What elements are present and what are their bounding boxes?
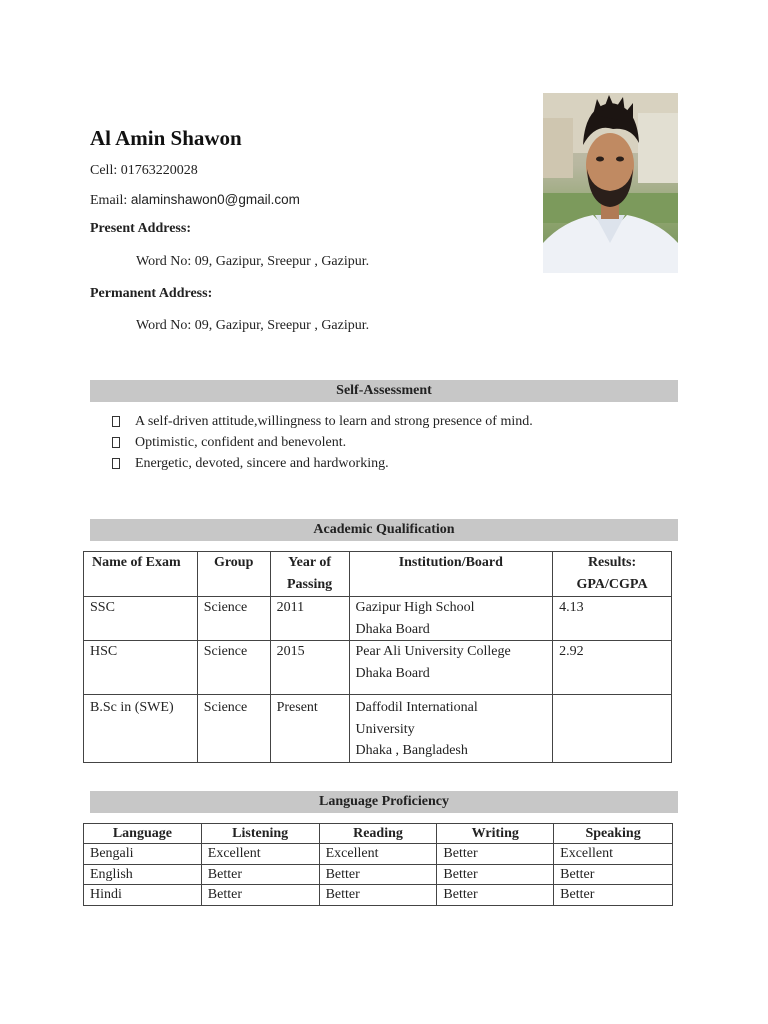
col-header-speaking: Speaking: [554, 824, 673, 844]
permanent-address-label: Permanent Address:: [90, 286, 213, 301]
location-line: Dhaka , Bangladesh: [355, 743, 468, 758]
institution-cell: [349, 695, 553, 763]
col-header-year: Year of Passing: [270, 552, 349, 597]
exam-cell: HSC: [84, 641, 198, 695]
result-cell: [553, 695, 672, 763]
language-table: [83, 823, 673, 906]
list-item-text: A self-driven attitude,willingness to learn and strong presence of mind.: [135, 413, 533, 429]
cell-value: 01763220028: [120, 163, 198, 178]
col-header-result: Results: GPA/CGPA: [553, 552, 672, 597]
writing-cell: Better: [437, 844, 554, 865]
present-address-value: Word No: 09, Gazipur, Sreepur , Gazipur.: [136, 254, 370, 269]
board-line: Dhaka Board: [355, 621, 430, 637]
institution-line: University: [355, 721, 415, 737]
board-line: Dhaka Board: [355, 665, 430, 681]
institution-cell: [349, 641, 553, 695]
email-line: [90, 192, 300, 209]
bullet-icon: [112, 437, 120, 448]
institution-line: Daffodil International: [355, 700, 478, 715]
group-cell: Science: [197, 695, 270, 763]
table-row: [84, 844, 673, 865]
exam-cell: SSC: [84, 597, 198, 641]
listening-cell: Excellent: [201, 844, 319, 865]
reading-cell: Better: [319, 864, 437, 885]
exam-cell: B.Sc in (SWE): [84, 695, 198, 763]
bullet-icon: [112, 416, 120, 427]
year-cell: Present: [270, 695, 349, 763]
self-assessment-list: [112, 411, 672, 474]
year-cell: 2011: [270, 597, 349, 641]
table-row: [84, 695, 672, 763]
listening-cell: Better: [201, 885, 319, 906]
permanent-address-value: Word No: 09, Gazipur, Sreepur , Gazipur.: [136, 318, 370, 333]
list-item-text: Optimistic, confident and benevolent.: [135, 434, 347, 450]
table-row: [84, 597, 672, 641]
col-header-group: Group: [197, 552, 270, 597]
result-cell: 2.92: [553, 641, 672, 695]
present-address-label: Present Address:: [90, 221, 191, 236]
reading-cell: Excellent: [319, 844, 437, 865]
cell-label: Cell:: [90, 163, 118, 178]
list-item-text: Energetic, devoted, sincere and hardworking.: [135, 455, 389, 471]
profile-photo: [543, 93, 678, 273]
table-row: [84, 885, 673, 906]
writing-cell: Better: [437, 885, 554, 906]
listening-cell: Better: [201, 864, 319, 885]
list-item: [112, 432, 672, 453]
list-item: [112, 453, 672, 474]
language-header: Language Proficiency: [90, 791, 678, 813]
academic-table: [83, 551, 672, 763]
language-cell: Bengali: [84, 844, 202, 865]
institution-line: Gazipur High School: [355, 600, 475, 615]
institution-cell: [349, 597, 553, 641]
col-header-language: Language: [84, 824, 202, 844]
col-header-exam: Name of Exam: [84, 552, 198, 597]
self-assessment-header: Self-Assessment: [90, 380, 678, 402]
language-cell: Hindi: [84, 885, 202, 906]
speaking-cell: Excellent: [554, 844, 673, 865]
table-header-row: [84, 552, 672, 597]
bullet-icon: [112, 458, 120, 469]
reading-cell: Better: [319, 885, 437, 906]
portrait-illustration: [543, 93, 678, 273]
col-header-listening: Listening: [201, 824, 319, 844]
writing-cell: Better: [437, 864, 554, 885]
email-value: alaminshawon0@gmail.com: [130, 192, 300, 207]
list-item: [112, 411, 672, 432]
language-cell: English: [84, 864, 202, 885]
result-cell: 4.13: [553, 597, 672, 641]
email-label: Email:: [90, 193, 128, 208]
candidate-name: Al Amin Shawon: [90, 126, 242, 150]
table-row: [84, 864, 673, 885]
academic-header: Academic Qualification: [90, 519, 678, 541]
col-header-institution: Institution/Board: [349, 552, 553, 597]
col-header-writing: Writing: [437, 824, 554, 844]
speaking-cell: Better: [554, 864, 673, 885]
col-header-reading: Reading: [319, 824, 437, 844]
table-row: [84, 641, 672, 695]
group-cell: Science: [197, 597, 270, 641]
table-header-row: [84, 824, 673, 844]
institution-line: Pear Ali University College: [355, 644, 511, 659]
speaking-cell: Better: [554, 885, 673, 906]
cell-line: [90, 163, 198, 179]
year-cell: 2015: [270, 641, 349, 695]
group-cell: Science: [197, 641, 270, 695]
